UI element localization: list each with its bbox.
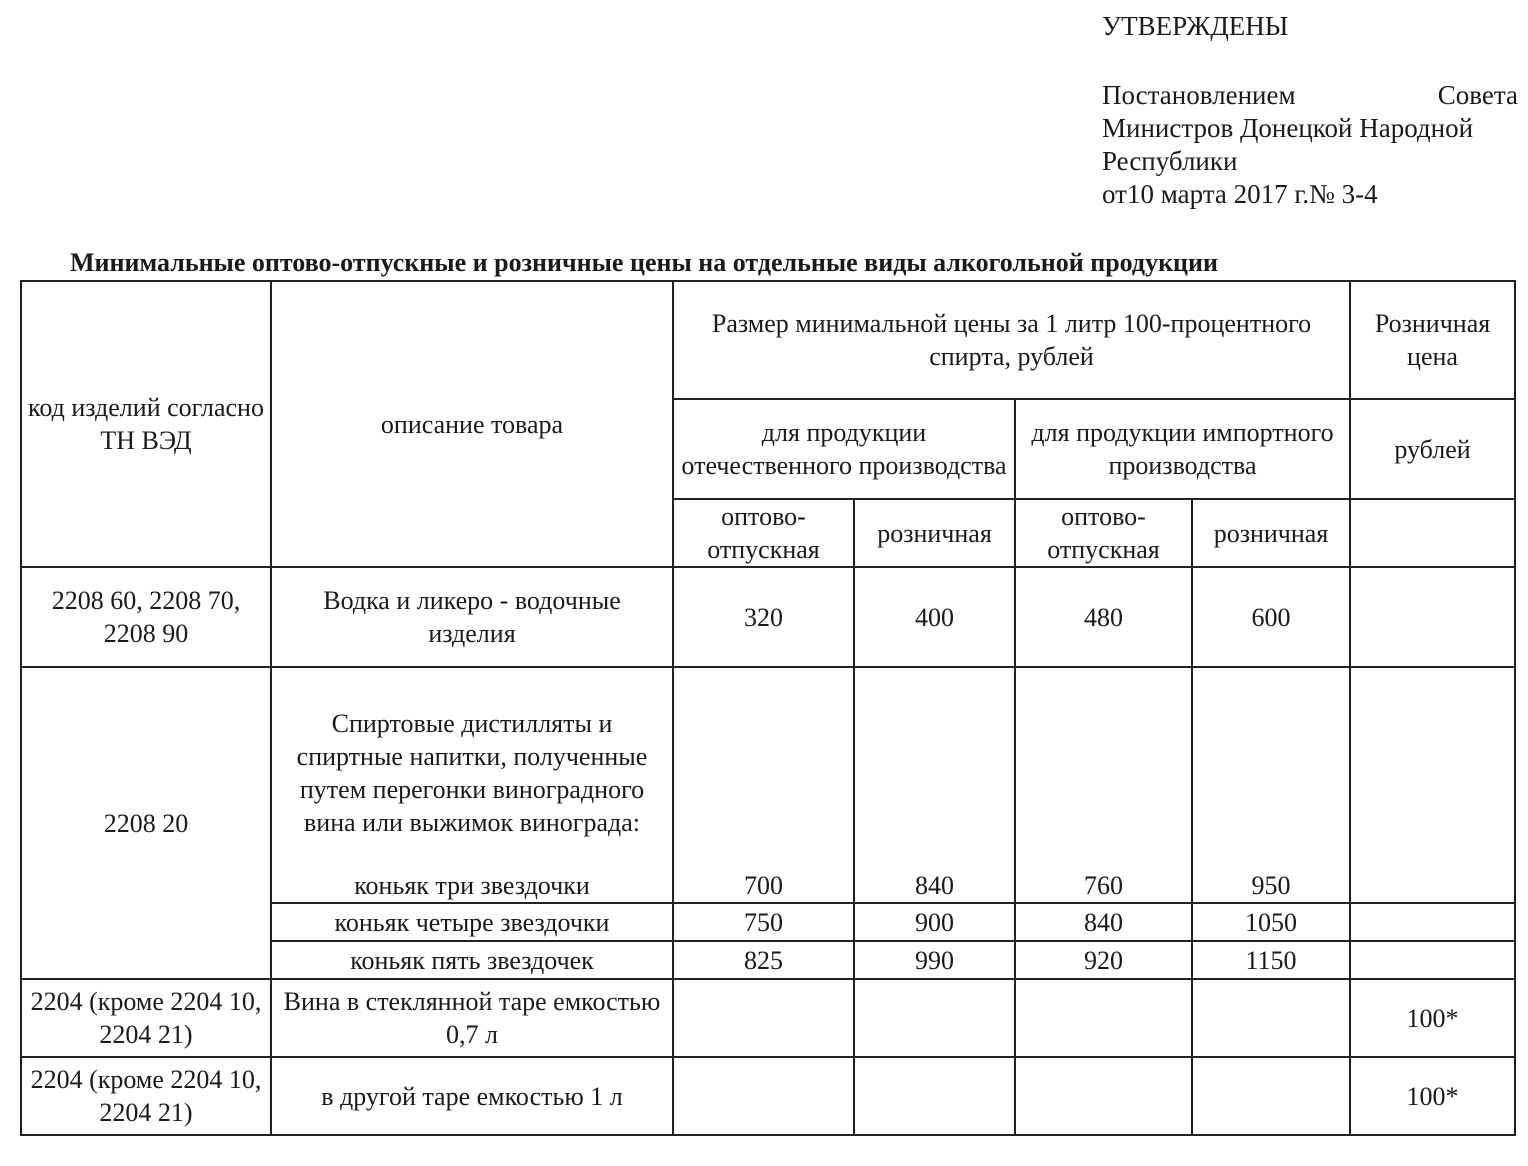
approval-block	[1102, 10, 1518, 211]
cell-retail-price	[1350, 903, 1515, 941]
header-row-1	[21, 281, 1515, 399]
group-description: Спиртовые дистилляты и спиртные напитки, полученные путем перегонки виноградного вина или выжимок винограда:	[296, 709, 648, 837]
cell-imp-retail: 1050	[1192, 903, 1350, 941]
approval-line-1-left: Постановлением	[1102, 80, 1296, 110]
cell-retail-price	[1350, 667, 1515, 903]
item-description: коньяк три звездочки	[354, 871, 590, 900]
approval-title: УТВЕРЖДЕНЫ	[1102, 11, 1289, 41]
header-imp-retail: розничная	[1192, 499, 1350, 567]
header-description: описание товара	[271, 281, 673, 567]
cell-imp-retail: 950	[1192, 667, 1350, 903]
cell-imp-wholesale: 840	[1015, 903, 1192, 941]
cell-retail-price: 100*	[1350, 979, 1515, 1057]
header-empty	[1350, 499, 1515, 567]
document-title: Минимальные оптово-отпускные и розничные цены на отдельные виды алкогольной продукции	[70, 248, 1218, 277]
cell-dom-retail: 840	[854, 667, 1015, 903]
header-imp-wholesale: оптово-отпускная	[1015, 499, 1192, 567]
approval-line-1	[1102, 79, 1518, 112]
cell-dom-retail: 990	[854, 941, 1015, 979]
header-dom-wholesale: оптово-отпускная	[673, 499, 854, 567]
cell-imp-retail: 1150	[1192, 941, 1350, 979]
cell-description: Вина в стеклянной таре емкостью 0,7 л	[271, 979, 673, 1057]
cell-dom-wholesale	[673, 1057, 854, 1135]
cell-imp-wholesale: 920	[1015, 941, 1192, 979]
header-min-price: Размер минимальной цены за 1 литр 100-процентного спирта, рублей	[673, 281, 1350, 399]
cell-dom-wholesale: 825	[673, 941, 854, 979]
cell-code: 2204 (кроме 2204 10, 2204 21)	[21, 1057, 271, 1135]
header-code: код изделий согласно ТН ВЭД	[21, 281, 271, 567]
cell-dom-retail	[854, 1057, 1015, 1135]
approval-line-3: Республики	[1102, 146, 1238, 176]
cell-dom-wholesale: 750	[673, 903, 854, 941]
cell-dom-retail: 900	[854, 903, 1015, 941]
cell-description: в другой таре емкостью 1 л	[271, 1057, 673, 1135]
cell-imp-retail: 600	[1192, 567, 1350, 667]
cell-code: 2208 60, 2208 70, 2208 90	[21, 567, 271, 667]
cell-retail-price	[1350, 567, 1515, 667]
cell-code: 2208 20	[21, 667, 271, 979]
cell-description: Водка и ликеро - водочные изделия	[271, 567, 673, 667]
table-row	[21, 667, 1515, 903]
cell-dom-retail: 400	[854, 567, 1015, 667]
header-dom-retail: розничная	[854, 499, 1015, 567]
cell-imp-wholesale	[1015, 1057, 1192, 1135]
cell-description: коньяк пять звездочек	[271, 941, 673, 979]
cell-imp-wholesale	[1015, 979, 1192, 1057]
approval-line-4: от10 марта 2017 г.№ 3-4	[1102, 179, 1378, 209]
cell-description: коньяк четыре звездочки	[271, 903, 673, 941]
cell-imp-wholesale: 480	[1015, 567, 1192, 667]
cell-imp-retail	[1192, 1057, 1350, 1135]
cell-imp-wholesale: 760	[1015, 667, 1192, 903]
table-row	[21, 979, 1515, 1057]
table-row	[21, 1057, 1515, 1135]
header-retail-price: Розничная цена	[1350, 281, 1515, 399]
price-table	[20, 280, 1516, 1136]
header-domestic: для продукции отечественного производства	[673, 399, 1015, 499]
cell-dom-retail	[854, 979, 1015, 1057]
cell-code: 2204 (кроме 2204 10, 2204 21)	[21, 979, 271, 1057]
cell-dom-wholesale: 320	[673, 567, 854, 667]
cell-description	[271, 667, 673, 903]
header-imported: для продукции импортного производства	[1015, 399, 1350, 499]
cell-dom-wholesale: 700	[673, 667, 854, 903]
approval-line-2: Министров Донецкой Народной	[1102, 113, 1474, 143]
approval-line-1-right: Совета	[1437, 80, 1518, 110]
header-rubles: рублей	[1350, 399, 1515, 499]
table-row	[21, 567, 1515, 667]
cell-imp-retail	[1192, 979, 1350, 1057]
cell-retail-price: 100*	[1350, 1057, 1515, 1135]
cell-retail-price	[1350, 941, 1515, 979]
cell-dom-wholesale	[673, 979, 854, 1057]
